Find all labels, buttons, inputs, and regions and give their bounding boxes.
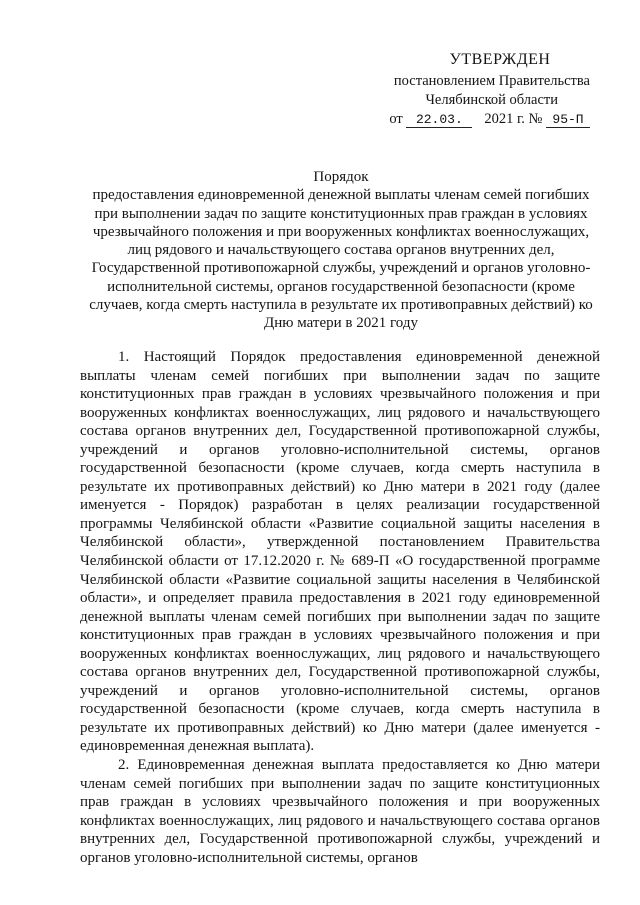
paragraph-2: 2. Единовременная денежная выплата предоставляется ко Дню матери членам семей погибших при выполнении задач по защите конституционных прав граждан в условиях чрезвычайного положения и при вооруженных конфликтах военнослужащих, лиц рядового и начальствующего состава органов внутренних дел, Государственной противопожарной службы, учреждений и органов уголовно-исполнительной системы, органов: [80, 757, 600, 866]
title-subtitle: предоставления единовременной денежной выплаты членам семей погибших при выполнении задач по защите конституционных прав граждан в условиях чрезвычайного положения и при вооруженных конфликтах военнослужащих, лиц рядового и начальствующего состава органов внутренних дел, Государственной противопожарной службы, учреждений и органов уголовно-исполнительной системы, органов государственной безопасности (кроме случаев, когда смерть наступила в результате их противоправных действий) ко Дню матери в 2021 году: [89, 187, 593, 332]
document-title: [82, 168, 600, 333]
approval-line-region: Челябинской области: [425, 92, 558, 108]
approval-line-resolution: постановлением Правительства: [393, 73, 590, 89]
approval-stamp: [360, 50, 620, 129]
paragraph-1: 1. Настоящий Порядок предоставления единовременной денежной выплаты членам семей погибших при выполнении задач по защите конституционных прав граждан в условиях чрезвычайного положения и при вооруженных конфликтах военнослужащих, лиц рядового и начальствующего состава органов внутренних дел, Государственной противопожарной службы, учреждений и органов уголовно-исполнительной системы, органов государственной безопасности (кроме случаев, когда смерть наступила в результате их противоправных действий) ко Дню матери в 2021 году (далее именуется - Порядок) разработан в целях реализации государственной программы Челябинской области «Развитие социальной защиты населения в Челябинской области», утвержденной постановлением Правительства Челябинской области от 17.12.2020 г. № 689-П «О государственной программе Челябинской области «Развитие социальной защиты населения в Челябинской области», и определяет правила предоставления в 2021 году единовременной денежной выплаты членам семей погибших при выполнении задач по защите конституционных прав граждан в условиях чрезвычайного положения и при вооруженных конфликтах военнослужащих, лиц рядового и начальствующего состава органов внутренних дел, Государственной противопожарной службы, учреждений и органов уголовно-исполнительной системы, органов государственной безопасности (кроме случаев, когда смерть наступила в результате их противоправных действий) ко Дню матери (далее именуется - единовременная денежная выплата).: [80, 349, 600, 755]
approval-year: 2021 г. №: [484, 111, 543, 127]
document-body: [80, 348, 600, 867]
approval-heading: УТВЕРЖДЕН: [449, 51, 551, 68]
approval-date-line: [360, 110, 620, 129]
approval-number: 95-П: [546, 112, 590, 128]
title-main: Порядок: [313, 169, 369, 185]
date-prefix: от: [389, 111, 403, 127]
approval-date: 22.03.: [406, 112, 472, 128]
